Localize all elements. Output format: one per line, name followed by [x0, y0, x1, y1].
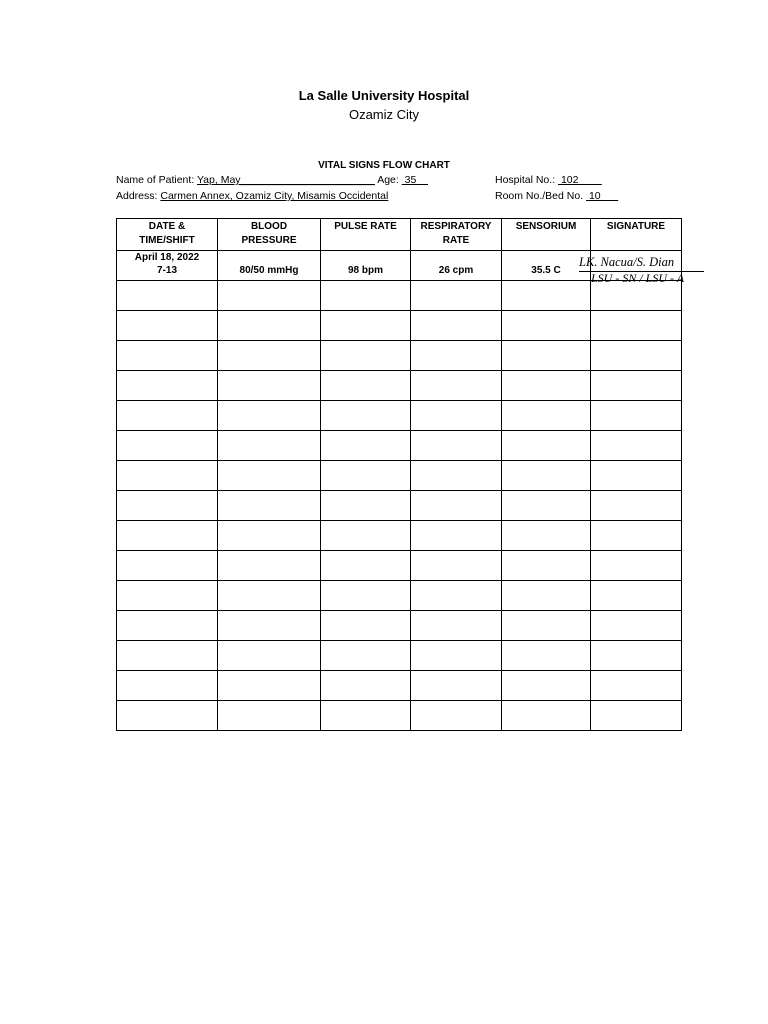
cell-pulse-rate [321, 521, 411, 551]
cell-respiratory-rate [411, 611, 502, 641]
cell-pulse-rate [321, 551, 411, 581]
cell-pulse-rate [321, 641, 411, 671]
cell-respiratory-rate [411, 671, 502, 701]
cell-respiratory-rate [411, 431, 502, 461]
table-row [117, 641, 682, 671]
cell-blood-pressure [218, 371, 321, 401]
hospital-no-label: Hospital No.: [495, 174, 556, 186]
cell-blood-pressure [218, 671, 321, 701]
header-date-time: DATE & TIME/SHIFT [117, 219, 218, 251]
cell-signature [591, 401, 682, 431]
cell-date [117, 341, 218, 371]
cell-sensorium [502, 461, 591, 491]
cell-respiratory-rate [411, 341, 502, 371]
cell-respiratory-rate [411, 401, 502, 431]
cell-signature [591, 611, 682, 641]
cell-sensorium [502, 701, 591, 731]
cell-signature [591, 461, 682, 491]
cell-sensorium: 35.5 C [502, 251, 591, 281]
cell-respiratory-rate [411, 371, 502, 401]
table-row [117, 251, 682, 281]
cell-date [117, 401, 218, 431]
cell-sensorium [502, 641, 591, 671]
cell-respiratory-rate [411, 311, 502, 341]
header-sensorium: SENSORIUM [502, 219, 591, 251]
cell-date [117, 611, 218, 641]
table-row [117, 611, 682, 641]
cell-signature [591, 641, 682, 671]
table-row [117, 701, 682, 731]
cell-pulse-rate [321, 701, 411, 731]
cell-signature [591, 701, 682, 731]
cell-pulse-rate [321, 281, 411, 311]
cell-respiratory-rate [411, 581, 502, 611]
table-row [117, 521, 682, 551]
cell-signature [591, 341, 682, 371]
cell-respiratory-rate [411, 491, 502, 521]
cell-sensorium [502, 551, 591, 581]
cell-date [117, 641, 218, 671]
cell-date: April 18, 2022 7-13 [117, 251, 218, 281]
signature-text: LK. Nacua/S. Dian [579, 255, 675, 269]
cell-sensorium [502, 671, 591, 701]
table-row [117, 461, 682, 491]
cell-date [117, 581, 218, 611]
signature-subtext: LSU - SN / LSU - A [591, 271, 685, 285]
table-row [117, 311, 682, 341]
room-value: 10 [586, 190, 619, 202]
cell-respiratory-rate [411, 551, 502, 581]
cell-pulse-rate [321, 401, 411, 431]
cell-sensorium [502, 521, 591, 551]
cell-date [117, 461, 218, 491]
header-respiratory-rate: RESPIRATORY RATE [411, 219, 502, 251]
room-line [495, 190, 618, 202]
table-row [117, 431, 682, 461]
age-value: 35 [401, 174, 428, 186]
cell-pulse-rate [321, 461, 411, 491]
cell-sensorium [502, 281, 591, 311]
cell-date [117, 371, 218, 401]
cell-signature [591, 581, 682, 611]
cell-signature [579, 251, 685, 285]
cell-date [117, 281, 218, 311]
hospital-no-line [495, 174, 602, 186]
cell-sensorium [502, 581, 591, 611]
table-row [117, 281, 682, 311]
cell-blood-pressure [218, 401, 321, 431]
cell-sensorium [502, 491, 591, 521]
cell-blood-pressure [218, 551, 321, 581]
room-label: Room No./Bed No. [495, 190, 584, 202]
cell-pulse-rate [321, 311, 411, 341]
cell-sensorium [502, 371, 591, 401]
table-row [117, 581, 682, 611]
cell-blood-pressure [218, 281, 321, 311]
table-row [117, 401, 682, 431]
cell-pulse-rate [321, 611, 411, 641]
cell-blood-pressure [218, 581, 321, 611]
cell-respiratory-rate [411, 521, 502, 551]
table-row [117, 671, 682, 701]
cell-blood-pressure [218, 431, 321, 461]
cell-signature [591, 311, 682, 341]
cell-blood-pressure [218, 701, 321, 731]
table-row [117, 371, 682, 401]
cell-blood-pressure [218, 341, 321, 371]
cell-signature [591, 521, 682, 551]
cell-blood-pressure: 80/50 mmHg [218, 251, 321, 281]
cell-respiratory-rate [411, 641, 502, 671]
hospital-no-value: 102 [558, 174, 602, 186]
cell-signature [591, 281, 682, 311]
hospital-name: La Salle University Hospital [298, 88, 470, 103]
table-row [117, 491, 682, 521]
hospital-city: Ozamiz City [348, 107, 420, 122]
table-row [117, 551, 682, 581]
cell-blood-pressure [218, 611, 321, 641]
cell-sensorium [502, 431, 591, 461]
header-pulse-rate: PULSE RATE [321, 219, 411, 251]
cell-pulse-rate [321, 341, 411, 371]
age-label: Age: [377, 174, 399, 186]
cell-blood-pressure [218, 641, 321, 671]
cell-pulse-rate [321, 671, 411, 701]
cell-date [117, 311, 218, 341]
cell-sensorium [502, 341, 591, 371]
cell-date [117, 701, 218, 731]
cell-sensorium [502, 611, 591, 641]
patient-info-line [116, 174, 428, 186]
cell-signature [591, 551, 682, 581]
address-line [116, 190, 388, 202]
cell-blood-pressure [218, 311, 321, 341]
cell-respiratory-rate [411, 701, 502, 731]
header-blood-pressure: BLOOD PRESSURE [218, 219, 321, 251]
cell-pulse-rate [321, 581, 411, 611]
cell-pulse-rate [321, 491, 411, 521]
cell-pulse-rate: 98 bpm [321, 251, 411, 281]
cell-pulse-rate [321, 371, 411, 401]
address-value: Carmen Annex, Ozamiz City, Misamis Occidental [160, 190, 389, 202]
cell-signature [591, 671, 682, 701]
cell-respiratory-rate [411, 281, 502, 311]
table-row [117, 341, 682, 371]
header-signature: SIGNATURE [591, 219, 682, 251]
cell-sensorium [502, 401, 591, 431]
patient-name-value: Yap, May_______________________ [196, 174, 375, 186]
address-label: Address: [116, 190, 158, 202]
vital-signs-table [116, 218, 685, 731]
patient-name-label: Name of Patient: [116, 174, 195, 186]
cell-signature [591, 431, 682, 461]
cell-blood-pressure [218, 491, 321, 521]
cell-date [117, 671, 218, 701]
cell-sensorium [502, 311, 591, 341]
cell-respiratory-rate [411, 461, 502, 491]
cell-respiratory-rate: 26 cpm [411, 251, 502, 281]
cell-date [117, 491, 218, 521]
cell-pulse-rate [321, 431, 411, 461]
cell-blood-pressure [218, 461, 321, 491]
table-header-row [117, 219, 682, 251]
cell-signature [591, 491, 682, 521]
chart-title: VITAL SIGNS FLOW CHART [318, 160, 450, 171]
cell-date [117, 551, 218, 581]
cell-blood-pressure [218, 521, 321, 551]
cell-date [117, 521, 218, 551]
cell-signature [591, 371, 682, 401]
cell-date [117, 431, 218, 461]
